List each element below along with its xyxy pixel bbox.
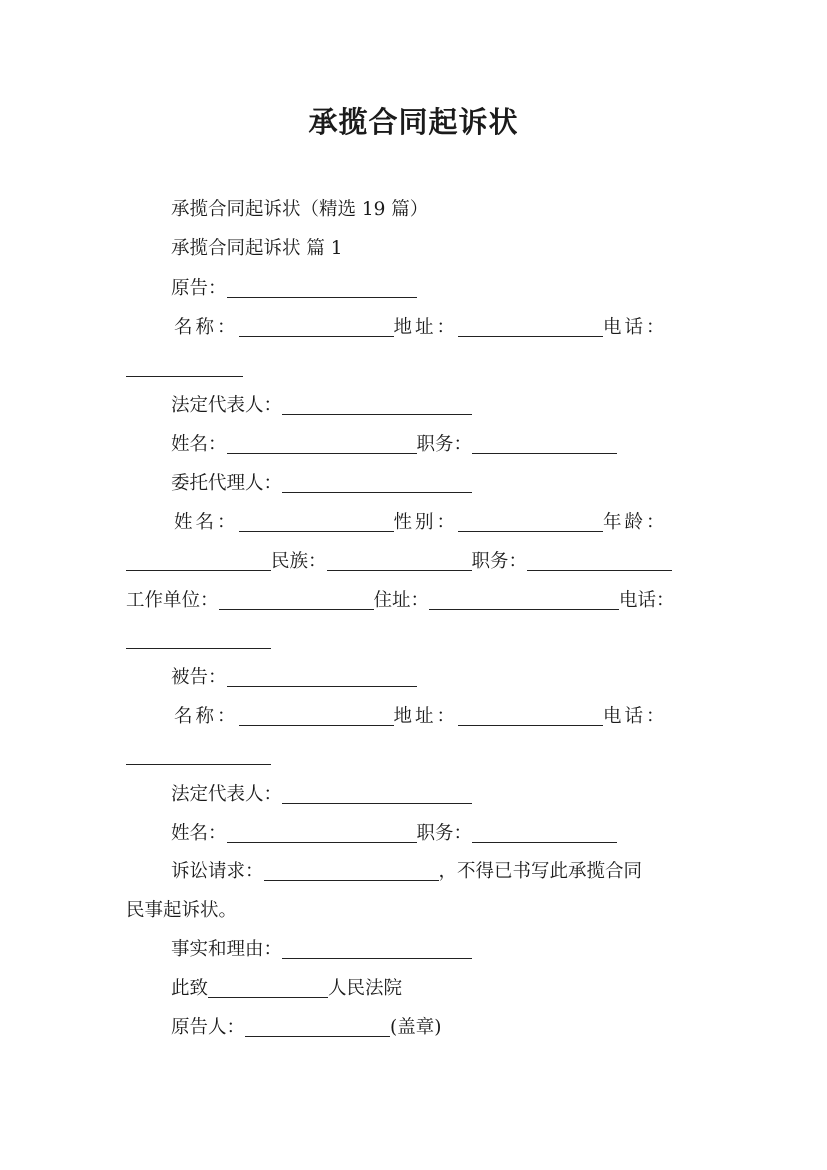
plaintiff-line xyxy=(126,274,751,304)
agent-gender-blank[interactable] xyxy=(458,509,603,532)
subtitle-line xyxy=(126,195,751,225)
agent-phone-line xyxy=(126,625,706,655)
claims-blank[interactable] xyxy=(264,858,439,881)
person-name-label: 姓名： xyxy=(171,434,227,455)
defendant-person-name-blank[interactable] xyxy=(227,820,417,843)
claims-label: 诉讼请求： xyxy=(171,861,264,882)
subtitle-text: 承揽合同起诉状（精选 19 篇） xyxy=(171,199,429,220)
defendant-position-blank[interactable] xyxy=(472,820,617,843)
defendant-label: 被告： xyxy=(171,667,227,688)
agent-line xyxy=(126,469,751,499)
plaintiff-address-blank[interactable] xyxy=(458,314,603,337)
gender-label: 性别： xyxy=(393,512,459,533)
defendant-phone-blank[interactable] xyxy=(126,742,271,765)
work-unit-label: 工作单位： xyxy=(126,590,219,611)
claims-line xyxy=(126,857,751,887)
plaintiff-sign-label: 原告人： xyxy=(171,1017,246,1038)
agent-work-unit-blank[interactable] xyxy=(219,587,374,610)
defendant-phone-line xyxy=(126,741,706,771)
facts-line xyxy=(126,935,751,965)
facts-blank[interactable] xyxy=(282,936,472,959)
position-label: 职务： xyxy=(416,434,473,455)
plaintiff-sign-blank[interactable] xyxy=(245,1014,390,1037)
defendant-address-label: 地址： xyxy=(393,706,459,727)
phone-label: 电话： xyxy=(603,317,668,338)
ethnicity-label: 民族： xyxy=(271,551,327,572)
agent-name-blank[interactable] xyxy=(239,509,394,532)
defendant-info-line xyxy=(126,702,754,732)
defendant-name-label: 名称： xyxy=(174,706,239,727)
plaintiff-person-name-blank[interactable] xyxy=(227,431,417,454)
plaintiff-info-line xyxy=(126,313,754,343)
legal-rep-label: 法定代表人： xyxy=(171,395,283,416)
defendant-address-blank[interactable] xyxy=(458,703,603,726)
age-label: 年龄： xyxy=(603,512,668,533)
agent-residence-blank[interactable] xyxy=(429,587,619,610)
defendant-phone-label: 电话： xyxy=(603,706,668,727)
agent-phone-label: 电话： xyxy=(619,590,675,611)
court-blank[interactable] xyxy=(208,975,328,998)
plaintiff-phone-line xyxy=(126,353,706,383)
court-suffix: 人民法院 xyxy=(328,978,403,999)
signature-line xyxy=(126,1013,751,1043)
defendant-person-line xyxy=(126,819,751,849)
claims-continuation xyxy=(126,896,706,926)
court-line xyxy=(126,974,751,1004)
name-label: 名称： xyxy=(174,317,239,338)
plaintiff-name-blank[interactable] xyxy=(239,314,394,337)
document-title: 承揽合同起诉状 xyxy=(308,105,519,139)
facts-label: 事实和理由： xyxy=(171,939,283,960)
defendant-person-name-label: 姓名： xyxy=(171,823,227,844)
claims-tail: ，不得已书写此承揽合同 xyxy=(438,861,643,882)
seal-text: (盖章) xyxy=(390,1017,442,1038)
defendant-legal-rep-label: 法定代表人： xyxy=(171,784,283,805)
section-heading xyxy=(126,234,751,264)
plaintiff-label: 原告： xyxy=(171,278,227,299)
plaintiff-position-blank[interactable] xyxy=(472,431,617,454)
to-prefix: 此致 xyxy=(171,978,209,999)
agent-position-blank[interactable] xyxy=(527,548,672,571)
agent-ethnicity-blank[interactable] xyxy=(327,548,472,571)
agent-phone-blank[interactable] xyxy=(126,626,271,649)
agent-label: 委托代理人： xyxy=(171,473,283,494)
defendant-legal-rep-blank[interactable] xyxy=(282,781,472,804)
plaintiff-legal-rep-line xyxy=(126,391,751,421)
agent-ethnicity-line xyxy=(126,547,706,577)
defendant-position-label: 职务： xyxy=(416,823,473,844)
agent-info-line xyxy=(126,508,754,538)
defendant-legal-rep-line xyxy=(126,780,751,810)
agent-age-blank[interactable] xyxy=(126,548,271,571)
section-text: 承揽合同起诉状 篇 1 xyxy=(171,238,343,259)
defendant-blank[interactable] xyxy=(227,664,417,687)
residence-label: 住址： xyxy=(373,590,430,611)
plaintiff-blank[interactable] xyxy=(227,275,417,298)
defendant-line xyxy=(126,663,751,693)
agent-blank[interactable] xyxy=(282,470,472,493)
plaintiff-legal-rep-blank[interactable] xyxy=(282,392,472,415)
claims-tail2: 民事起诉状。 xyxy=(126,900,238,921)
defendant-name-blank[interactable] xyxy=(239,703,394,726)
plaintiff-person-line xyxy=(126,430,751,460)
plaintiff-phone-blank[interactable] xyxy=(126,354,243,377)
agent-work-line xyxy=(126,586,706,616)
address-label: 地址： xyxy=(393,317,459,338)
agent-name-label: 姓名： xyxy=(174,512,239,533)
agent-position-label: 职务： xyxy=(471,551,528,572)
